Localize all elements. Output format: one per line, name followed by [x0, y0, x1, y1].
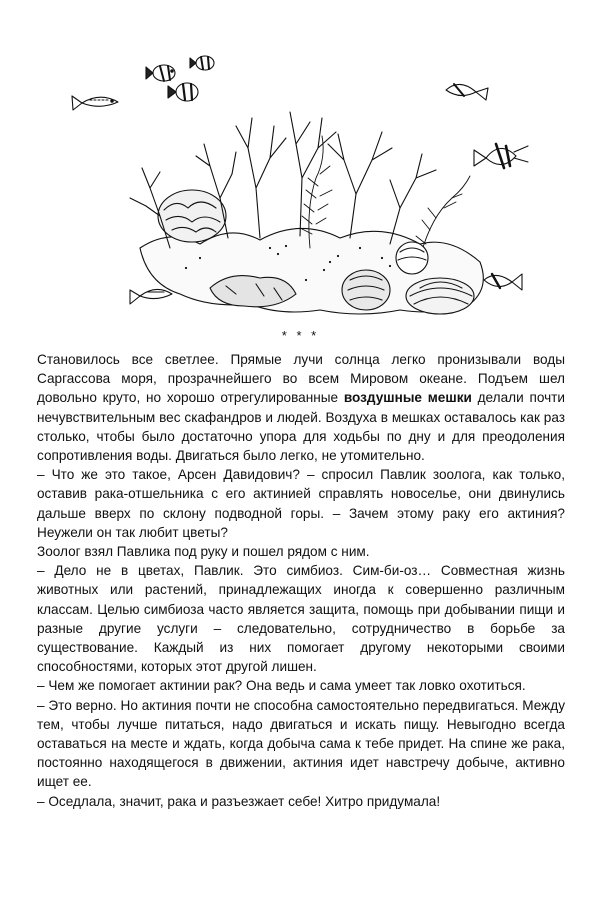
- fish-icon: [484, 274, 522, 290]
- story-text: [37, 350, 565, 811]
- fish-icon: [190, 56, 214, 70]
- fish-icon: [446, 84, 488, 100]
- paragraph: – Что же это такое, Арсен Давидович? – спросил Павлик зоолога, как только, оставив рака-отшельника с его актинией справлять новоселье, они двинулись дальше вверх по склону подводной горы. – Зачем этому раку его актиния? Неужели он так любит цветы?: [37, 467, 565, 540]
- bold-term: воздушные мешки: [343, 390, 472, 406]
- section-separator: * * *: [281, 328, 320, 343]
- fish-icon: [146, 65, 175, 81]
- paragraph: – Это верно. Но актиния почти не способна самостоятельно передвигаться. Между тем, чтобы лучше питаться, надо двигаться и искать пищу. Невыгодно всегда оставаться на месте и ждать, когда добыча сама к тебе придет. На спине же рака, постоянно находящегося в движении, актиния идет навстречу добыче, активно ищет ее.: [37, 697, 565, 790]
- fish-icon: [130, 289, 172, 304]
- paragraph: – Дело не в цветах, Павлик. Это симбиоз. Сим-би-оз… Совместная жизнь животных или растений, принадлежащих иногда к совершенно различным классам. Целью симбиоза часто является защита, помощь при добывании пищи и разные другие услуги – следовательно, сотрудничество в борьбе за существование. Каждый из них помогает другому некоторыми своими способностями, которых этот другой лишен.: [37, 563, 565, 675]
- reef-rock: [210, 276, 296, 307]
- fish-icon: [168, 83, 198, 101]
- paragraph: – Чем же помогает актинии рак? Она ведь и сама умеет так ловко охотиться.: [37, 678, 526, 694]
- fish-icon: [474, 144, 528, 168]
- fish-icon: [72, 96, 118, 110]
- paragraph: Становилось все светлее. Прямые лучи солнца легко пронизывали воды Саргассова моря, прозрачнейшего во всем Мировом океане. Подъем шел довольно круто, но хорошо отрегулированные воздушные мешки делали почти нечувствительным вес скафандров и людей. Воздуха в мешках оставалось как раз столько, чтобы было достаточно упора для ходьбы по дну и для преодоления сопротивления воды. Двигаться было легко, не утомительно.: [37, 352, 565, 464]
- paragraph: – Оседлала, значит, рака и разъезжает себе! Хитро придумала!: [37, 793, 441, 809]
- coral-reef-illustration: [60, 48, 540, 330]
- brain-coral: [158, 190, 226, 242]
- paragraph: Зоолог взял Павлика под руку и пошел рядом с ним.: [37, 544, 370, 560]
